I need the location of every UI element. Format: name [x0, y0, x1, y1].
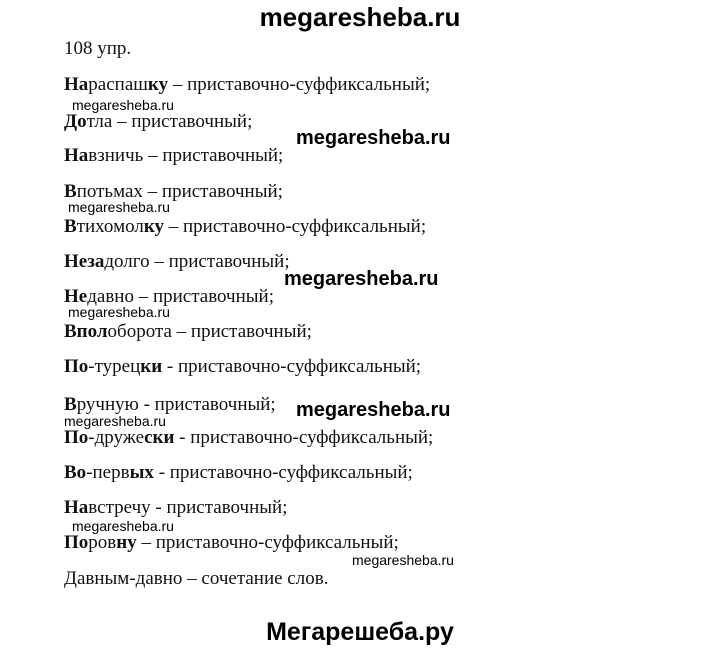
- entry-line: По-дружески - приставочно-суффиксальный;: [64, 427, 434, 448]
- watermark-small: megaresheba.ru: [352, 552, 454, 568]
- exercise-title: 108 упр.: [64, 38, 132, 59]
- entry-line: Дотла – приставочный;: [64, 111, 253, 132]
- watermark-small: megaresheba.ru: [72, 97, 174, 113]
- site-header: megaresheba.ru: [259, 2, 461, 32]
- entry-line: Вручную - приставочный;: [64, 394, 276, 415]
- site-footer: Мегарешеба.ру: [266, 618, 454, 646]
- watermark-small: megaresheba.ru: [72, 518, 174, 534]
- entry-line: Поровну – приставочно-суффиксальный;: [64, 532, 399, 553]
- entry-line: Впотьмах – приставочный;: [64, 181, 283, 202]
- entry-line: Навстречу - приставочный;: [64, 497, 288, 518]
- entry-line: Навзничь – приставочный;: [64, 145, 284, 166]
- watermark-small: megaresheba.ru: [68, 304, 170, 320]
- watermark-large: megaresheba.ru: [296, 399, 451, 421]
- entry-line: Втихомолку – приставочно-суффиксальный;: [64, 216, 427, 237]
- watermark-large: megaresheba.ru: [284, 268, 439, 290]
- entry-line: По-турецки - приставочно-суффиксальный;: [64, 356, 422, 377]
- entry-line: Нараспашку – приставочно-суффиксальный;: [64, 74, 431, 95]
- watermark-large: megaresheba.ru: [296, 127, 451, 149]
- watermark-small: megaresheba.ru: [64, 413, 166, 429]
- entry-line: Недавно – приставочный;: [64, 286, 274, 307]
- entry-line: Давным-давно – сочетание слов.: [64, 568, 329, 589]
- entry-line: Во-первых - приставочно-суффиксальный;: [64, 462, 413, 483]
- entry-line: Незадолго – приставочный;: [64, 251, 290, 272]
- entry-line: Вполоборота – приставочный;: [64, 321, 312, 342]
- watermark-small: megaresheba.ru: [68, 199, 170, 215]
